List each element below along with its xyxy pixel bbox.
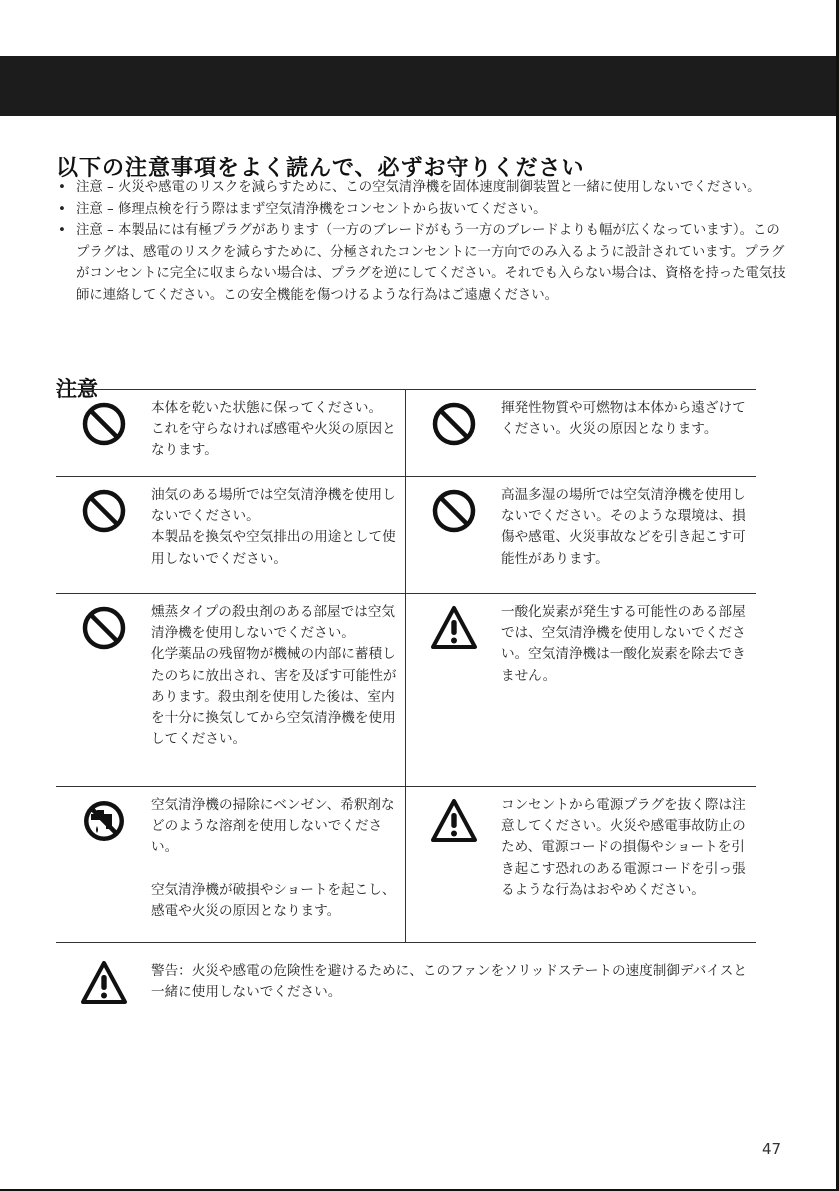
warning-text: 警告：火災や感電の危険性を避けるために、このファンをソリッドステートの速度制御デバイスと一緒に使用しないでください。	[151, 963, 747, 1001]
caution-text	[501, 787, 751, 942]
caution-row	[56, 786, 756, 943]
caution-cell	[406, 594, 756, 786]
caution-line: 本製品を換気や空気排出の用途として使用しないでください。	[151, 529, 396, 567]
bullet-text: 注意 – 本製品には有極プラグがあります（一方のブレードがもう一方のブレードよりも幅が広くなっています）。このプラグは、感電のリスクを減らすために、分極されたコンセントに一方向でのみ入るように設計されています。プラグがコンセントに完全に収まらない場合は、プラグを逆にしてください。それでも入らない場合は、資格を持った電気技師に連絡してください。この安全機能を傷つけるような行為はご遠慮ください。	[76, 223, 786, 303]
caution-line: 高温多湿の場所では空気清浄機を使用しないでください。そのような環境は、損傷や感電、火災事故などを引き起こす可能性があります。	[501, 487, 746, 567]
caution-row	[56, 593, 756, 786]
caution-table	[56, 389, 756, 943]
bullet-item	[56, 199, 786, 221]
caution-text	[151, 594, 401, 786]
caution-line: 空気清浄機が破損やショートを起こし、感電や火災の原因となります。	[151, 881, 396, 919]
warning-triangle-icon	[406, 594, 501, 786]
bullet-marker: •	[58, 180, 66, 195]
caution-text	[151, 390, 401, 476]
prohibition-icon	[56, 477, 151, 593]
caution-line: 一酸化炭素が発生する可能性のある部屋では、空気清浄機を使用しないでください。空気清浄機は一酸化炭素を除去できません。	[501, 604, 746, 684]
caution-line: コンセントから電源プラグを抜く際は注意してください。火災や感電事故防止のため、電源コードの損傷やショートを引き起こす恐れのある電源コードを引っ張るような行為はおやめください。	[501, 797, 746, 898]
bullet-marker: •	[58, 201, 66, 217]
bullet-item	[56, 177, 786, 199]
caution-cell	[406, 477, 756, 593]
caution-cell	[56, 390, 406, 476]
no-water-icon	[56, 787, 151, 942]
section-heading-caution: 注意	[56, 377, 98, 402]
caution-cell	[56, 594, 406, 786]
caution-cell	[406, 787, 756, 942]
caution-line: 油気のある場所では空気清浄機を使用しないでください。	[151, 487, 396, 525]
caution-text	[501, 594, 751, 786]
warning-triangle-icon	[56, 955, 151, 1007]
caution-line: 化学薬品の残留物が機械の内部に蓄積したのちに放出され、害を及ぼす可能性があります。殺虫剤を使用した後は、室内を十分に換気してから空気清浄機を使用してください。	[151, 646, 397, 748]
caution-line: 空気清浄機の掃除にベンゼン、希釈剤などのような溶剤を使用しないでください。	[151, 797, 395, 856]
bullet-text: 注意 – 修理点検を行う際はまず空気清浄機をコンセントから抜いてください。	[76, 201, 547, 217]
caution-cell	[56, 787, 406, 942]
caution-line: 燻蒸タイプの殺虫剤のある部屋では空気清浄機を使用しないでください。	[151, 604, 396, 642]
caution-text	[501, 390, 751, 476]
page-title: 以下の注意事項をよく読んで、必ずお守りください	[56, 155, 585, 181]
prohibition-icon	[406, 477, 501, 593]
caution-line: これを守らなければ感電や火災の原因となります。	[151, 421, 396, 459]
bullet-marker: •	[58, 223, 66, 239]
top-banner	[0, 56, 839, 116]
bullet-text: 注意 – 火災や感電のリスクを減らすために、この空気清浄機を固体速度制御装置と一緒に使用しないでください。	[76, 180, 761, 195]
warning-triangle-icon	[406, 787, 501, 942]
caution-line: 本体を乾いた状態に保ってください。	[151, 400, 383, 416]
caution-text	[151, 787, 401, 942]
warning-note	[56, 955, 756, 1007]
caution-row	[56, 389, 756, 476]
caution-text	[501, 477, 751, 593]
bullet-item	[56, 220, 786, 306]
prohibition-icon	[56, 390, 151, 476]
prohibition-icon	[406, 390, 501, 476]
page-number: 47	[762, 1140, 782, 1158]
caution-text	[151, 477, 401, 593]
caution-cell	[406, 390, 756, 476]
caution-line: 揮発性物質や可燃物は本体から遠ざけてください。火災の原因となります。	[501, 400, 746, 438]
prohibition-icon	[56, 594, 151, 786]
caution-row	[56, 476, 756, 593]
caution-cell	[56, 477, 406, 593]
caution-bullet-list	[56, 177, 786, 307]
